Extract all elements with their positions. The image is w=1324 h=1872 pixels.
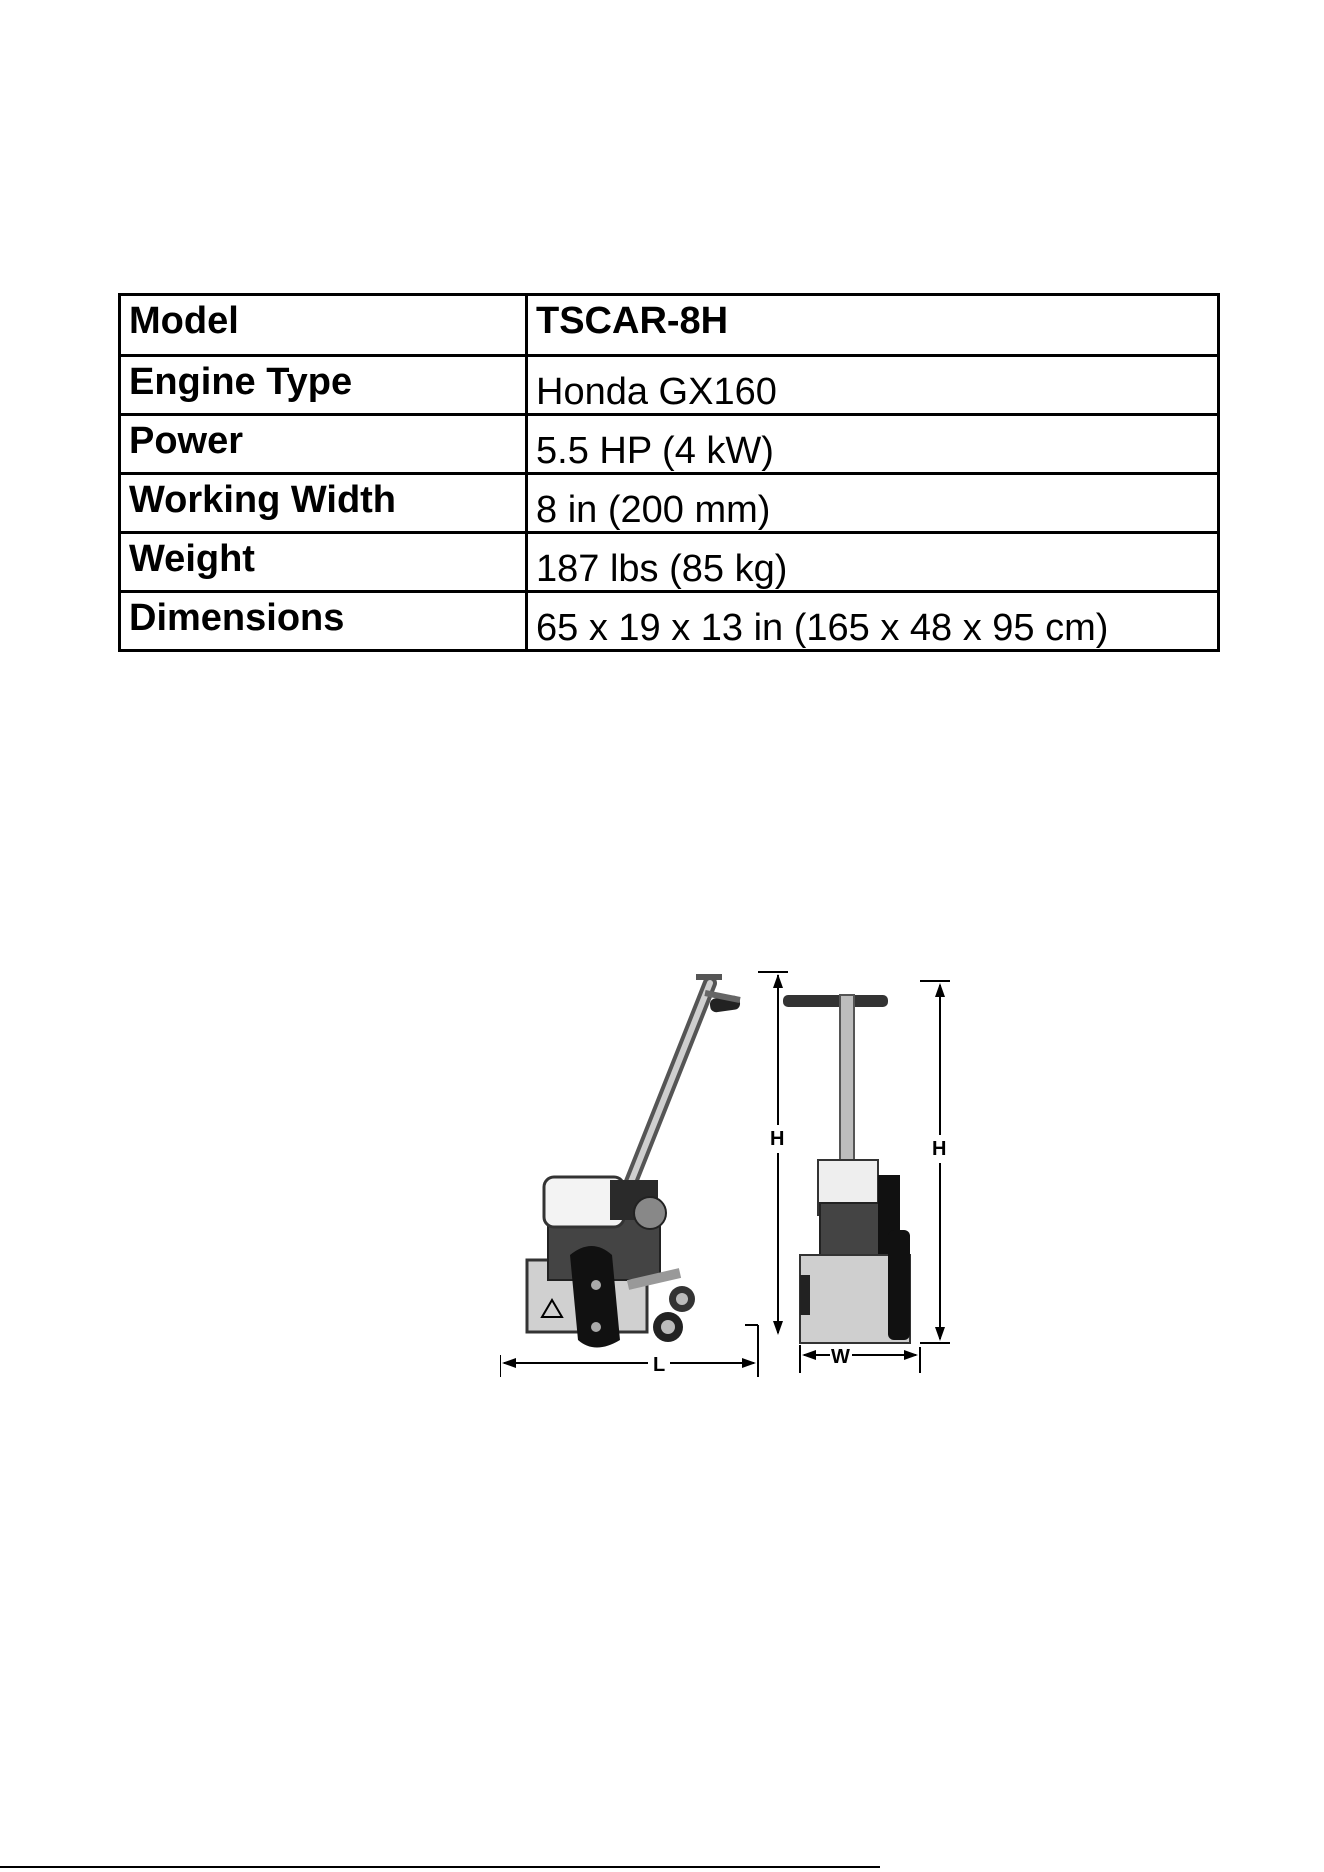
spec-value: 8 in (200 mm): [527, 474, 1219, 533]
spec-row-model: [120, 295, 1219, 356]
width-label: W: [831, 1346, 850, 1368]
side-height-label: H: [770, 1128, 785, 1150]
spec-value: 5.5 HP (4 kW): [527, 415, 1219, 474]
width-dimension: [800, 1345, 920, 1373]
front-height-dimension: [920, 981, 950, 1343]
front-height-label: H: [932, 1138, 947, 1160]
spec-label: Power: [120, 415, 527, 474]
length-label: L: [653, 1354, 666, 1376]
spec-row-engine-type: [120, 356, 1219, 415]
spec-row-dimensions: [120, 592, 1219, 651]
spec-value: 187 lbs (85 kg): [527, 533, 1219, 592]
spec-value: 65 x 19 x 13 in (165 x 48 x 95 cm): [527, 592, 1219, 651]
spec-label: Weight: [120, 533, 527, 592]
page-bottom-rule: [0, 1866, 880, 1868]
spec-label: Engine Type: [120, 356, 527, 415]
spec-label: Dimensions: [120, 592, 527, 651]
spec-value: TSCAR-8H: [527, 295, 1219, 356]
side-height-dimension: [758, 972, 788, 1335]
spec-row-power: [120, 415, 1219, 474]
front-view-machine-illustration: [783, 995, 910, 1343]
spec-row-weight: [120, 533, 1219, 592]
product-dimension-figure: [500, 955, 1160, 1395]
spec-label: Working Width: [120, 474, 527, 533]
spec-label: Model: [120, 295, 527, 356]
spec-row-working-width: [120, 474, 1219, 533]
side-view-machine-illustration: [527, 977, 741, 1348]
dimension-drawing: [500, 955, 1160, 1395]
spec-table: [118, 293, 1220, 652]
spec-value: Honda GX160: [527, 356, 1219, 415]
